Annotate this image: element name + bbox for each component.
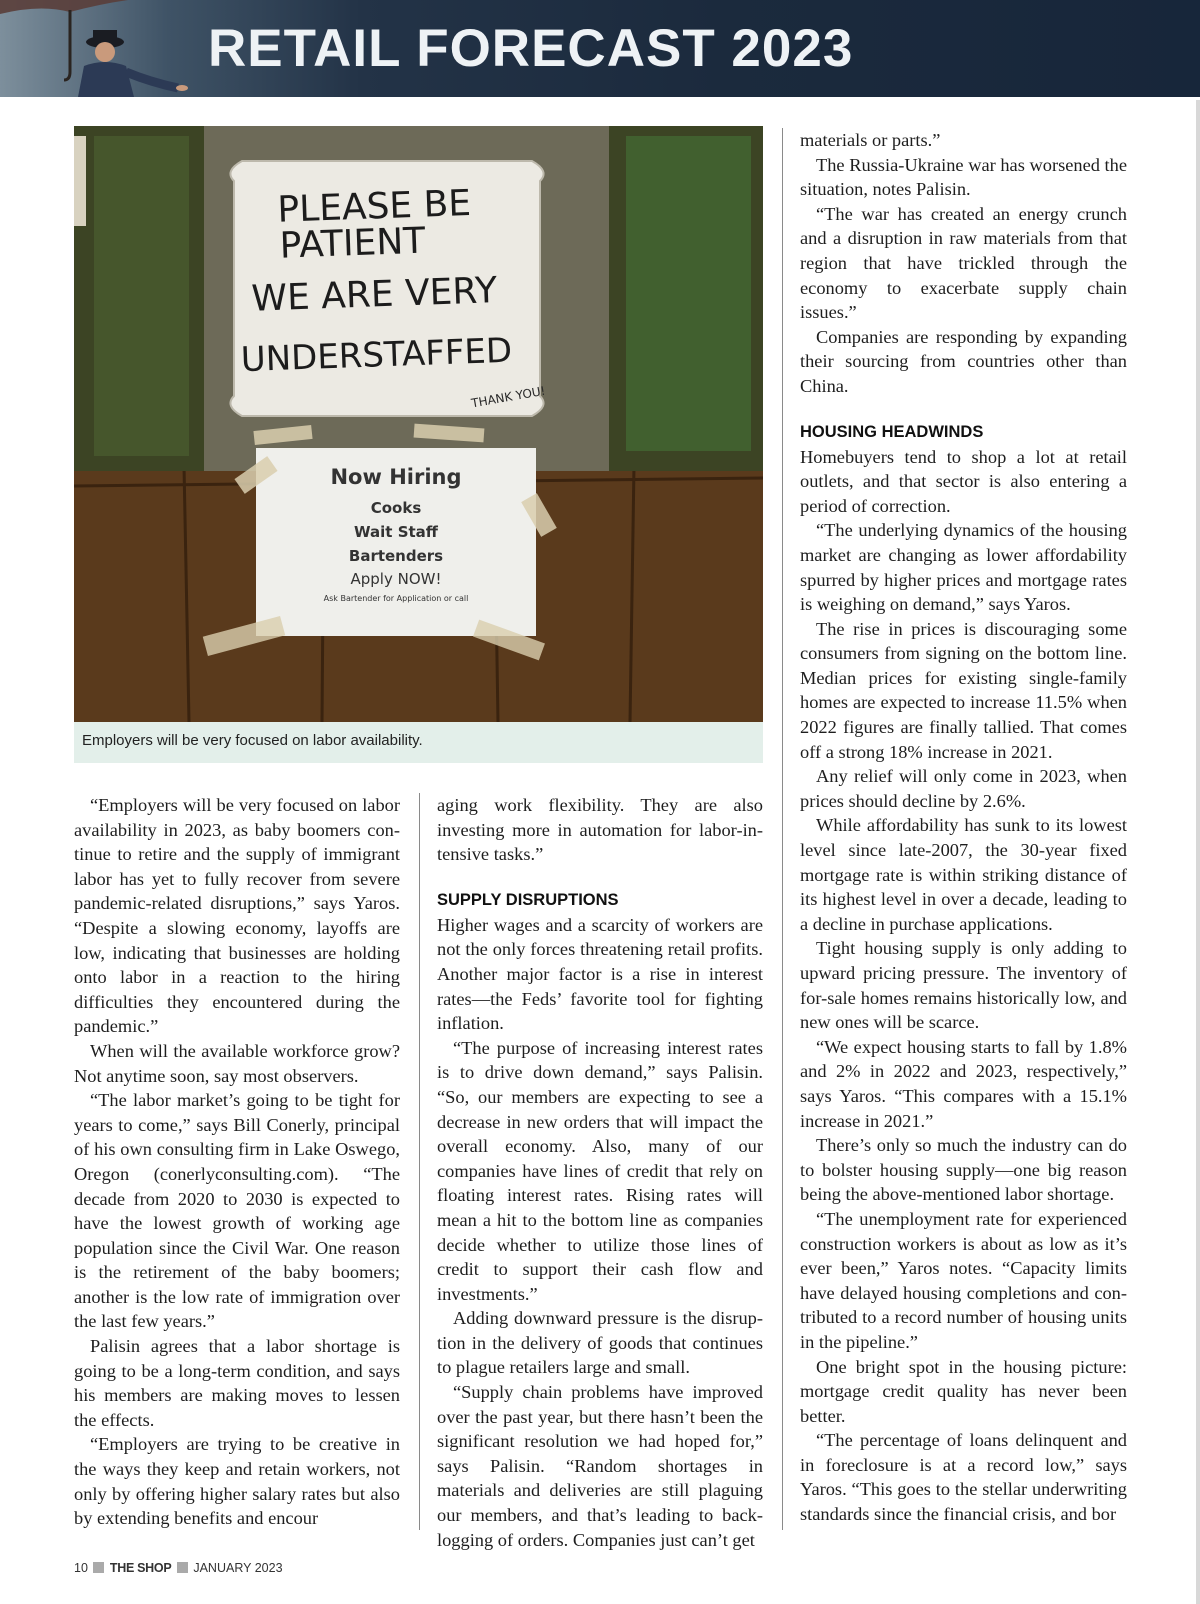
paragraph: “The labor market’s going to be tight for years to come,” says Bill Conerly, principal of his own consulting firm in Lake Oswego, Oregon (conerlyconsulting.com). “The decade from 2020 to 2030 is expected to have the lowest growth of working age population since the Civil War. One reason is the retirement of the baby boomers; another is the low rate of immigration over the last few years.” <box>74 1090 400 1332</box>
paragraph: “We expect housing starts to fall by 1.8% and 2% in 2022 and 2023, respectively,” says Yaros. “This compares with a 15.1% increase in 2021.” <box>800 1036 1127 1131</box>
paragraph: “Supply chain problems have improved over the past year, but there hasn’t been the significant resolution we had hoped for,” says Palisin. “Random shortages in materials and deliveries are still plaguing our members, and that’s leading to backlogging of orders. Companies just can’t get <box>437 1382 763 1550</box>
paragraph: “The percentage of loans delinquent and in foreclosure is at a record low,” says Yaros. “This goes to the stellar underwriting standards since the financial crisis, and bor <box>800 1430 1127 1525</box>
photo-caption: Employers will be very focused on labor availability. <box>82 732 423 749</box>
page-title: RETAIL FORECAST 2023 <box>208 19 854 78</box>
page-edge <box>1196 100 1200 1604</box>
umbrella-man-illustration <box>0 0 200 97</box>
paragraph: When will the available workforce grow? Not anytime soon, say most observers. <box>74 1040 400 1086</box>
paragraph: Homebuyers tend to shop a lot at retail outlets, and that sector is also entering a period of correction. <box>800 446 1127 516</box>
paragraph: The rise in prices is discouraging some consumers from signing on the bottom line. Median prices for existing single-family homes are expected to increase 11.5% when 2022 figures are finally tallied. That comes off a strong 18% increase in 2021. <box>800 618 1127 762</box>
sign-line-3: WE ARE VERY <box>250 270 498 320</box>
hiring-apply: Apply NOW! <box>350 570 442 588</box>
article-column-3 <box>800 128 1127 1527</box>
page-number: 10 <box>74 1561 88 1575</box>
page-footer <box>74 1561 283 1575</box>
paragraph: The Russia-Ukraine war has worsened the situation, notes Palisin. <box>800 154 1128 200</box>
article-column-1 <box>74 793 400 1531</box>
paragraph: Higher wages and a scarcity of workers are not the only forces threatening retail profits. Another major factor is a rise in interest rates—the Feds’ favorite tool for fighting inflation. <box>437 914 763 1034</box>
paragraph: “The underlying dynamics of the housing market are changing as lower affordability spurred by higher prices and mortgage rates is weighing on demand,” says Yaros. <box>800 520 1127 615</box>
sign-line-4: UNDERSTAFFED <box>240 330 513 381</box>
footer-square-icon <box>177 1562 188 1573</box>
paragraph: While affordability has sunk to its lowest level since late-2007, the 30-year fixed mortgage rate is within striking distance of its highest level in over a decade, leading to a decline in purchase applications. <box>800 815 1127 934</box>
paragraph: aging work flexibility. They are also investing more in automation for labor-intensive tasks.” <box>437 795 763 865</box>
footer-square-icon <box>93 1562 104 1573</box>
hiring-title: Now Hiring <box>330 465 462 489</box>
sign-handwriting <box>235 182 513 380</box>
paragraph: Any relief will only come in 2023, when prices should decline by 2.6%. <box>800 766 1127 811</box>
article-column-2 <box>437 793 763 1552</box>
section-heading: SUPPLY DISRUPTIONS <box>437 890 619 909</box>
paragraph: “The unemployment rate for experienced construction workers is about as low as it’s ever been,” Yaros notes. “Capacity limits have delayed housing completions and contributed to a record number of housing units in the pipeline.” <box>800 1208 1127 1352</box>
paragraph: materials or parts.” <box>800 130 941 150</box>
paragraph: Tight housing supply is only adding to upward pricing pressure. The inventory of for-sale homes remains historically low, and new ones will be scarce. <box>800 938 1127 1033</box>
paragraph: Companies are responding by expanding their sourcing from countries other than China. <box>800 326 1127 396</box>
photo-caption-bar <box>74 722 763 763</box>
paragraph: Palisin agrees that a labor shortage is going to be a long-term condition, and says his members are making moves to lessen the effects. <box>74 1336 400 1430</box>
paragraph: “The purpose of increasing interest rates is to drive down demand,” says Palisin. “So, our members are expecting to see a decrease in new orders that will impact the overall economy. Also, many of our companies have lines of credit that rely on floating interest rates. Rising rates will mean a hit to the bottom line as companies decide whether to utilize those lines of credit to support their cash flow and investments.” <box>437 1037 763 1304</box>
hiring-role-cooks: Cooks <box>370 499 422 517</box>
hiring-role-wait-staff: Wait Staff <box>354 523 438 541</box>
paragraph: There’s only so much the industry can do to bolster housing supply—one big reason being the above-mentioned labor shortage. <box>800 1135 1127 1205</box>
issue-date: JANUARY 2023 <box>193 1561 283 1575</box>
header-banner <box>0 0 1200 97</box>
sign-thanks: THANK YOU! <box>470 383 547 411</box>
paragraph: “The war has created an energy crunch and a disruption in raw materials from that region that have trickled through the economy to exacerbate supply chain issues.” <box>800 203 1127 323</box>
publication-name: THE SHOP <box>109 1561 172 1575</box>
paragraph: One bright spot in the housing picture: mortgage credit quality has never been better. <box>800 1356 1127 1426</box>
hiring-role-bartenders: Bartenders <box>348 547 444 565</box>
hiring-sign-photo <box>74 126 763 722</box>
paragraph: “Employers are trying to be creative in the ways they keep and retain workers, not only by offering higher salary rates but also by extending benefits and encour <box>74 1434 400 1529</box>
sign-line-2: PATIENT <box>279 220 426 267</box>
paragraph: “Employers will be very focused on labor availability in 2023, as baby boomers continue to retire and the supply of immigrant labor has yet to fully recover from severe pandemic-related disruptions,” says Yaros. “Despite a slowing economy, layoffs are low, indicating that businesses are holding onto labor in a reaction to the hiring difficulties they encountered during the pandemic.” <box>74 795 400 1037</box>
column-divider <box>782 128 783 1530</box>
hiring-note: Ask Bartender for Application or call <box>323 594 469 603</box>
section-heading: HOUSING HEADWINDS <box>800 422 984 441</box>
column-divider <box>419 793 420 1530</box>
sign-line-1: PLEASE BE <box>276 183 472 231</box>
paragraph: Adding downward pressure is the disruption in the delivery of goods that continues to plague retailers large and small. <box>437 1308 763 1378</box>
